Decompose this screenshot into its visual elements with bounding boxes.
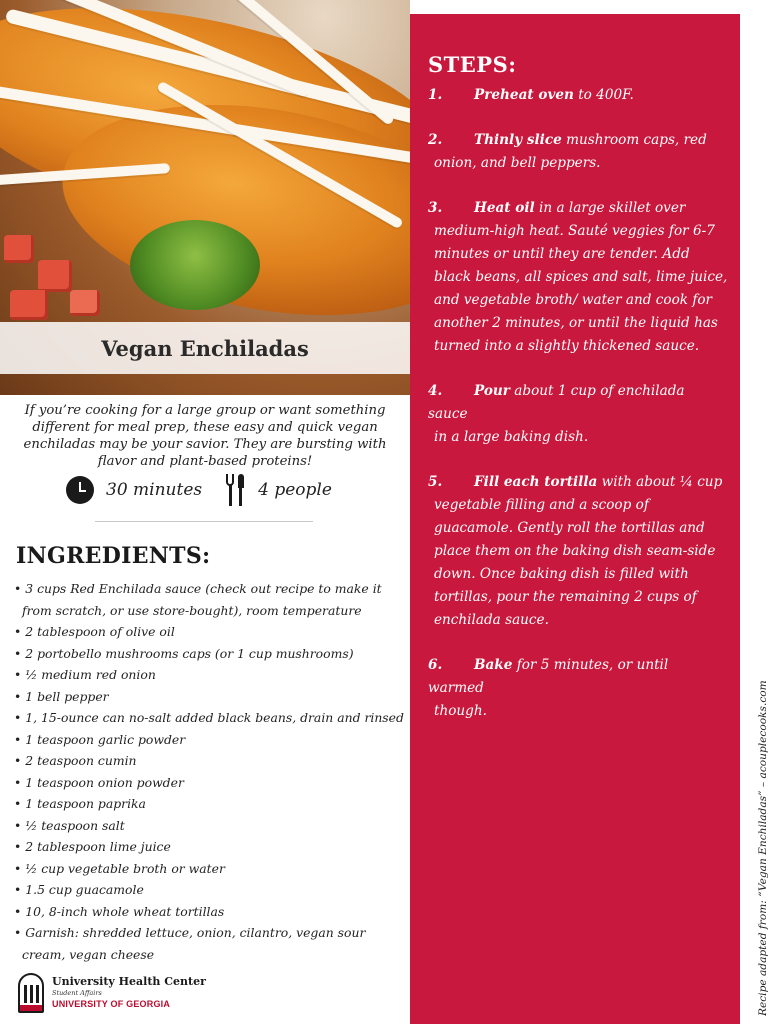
- ingredient-item: • 2 tablespoon lime juice: [12, 836, 404, 858]
- ingredient-item: • 2 teaspoon cumin: [12, 750, 404, 772]
- recipe-meta: [66, 473, 366, 507]
- dept-name: Student Affairs: [52, 989, 102, 997]
- step-text-cont: onion, and bell peppers.: [434, 155, 601, 171]
- arch-icon: [18, 973, 44, 1013]
- ingredient-item: • 1 teaspoon onion powder: [12, 772, 404, 794]
- step-text: in a large skillet over: [534, 200, 686, 216]
- step-text-cont: though.: [434, 703, 487, 719]
- divider: [95, 521, 313, 522]
- step-text: mushroom caps, red: [561, 132, 707, 148]
- step-lead: Bake: [474, 657, 513, 673]
- ingredient-item: • Garnish: shredded lettuce, onion, cilantro, vegan sour cream, vegan cheese: [12, 922, 404, 965]
- step-lead: Fill each tortilla: [474, 474, 598, 490]
- step-number: 4.: [428, 383, 443, 399]
- steps-heading: STEPS:: [428, 52, 517, 77]
- step-number: 6.: [428, 657, 443, 673]
- ingredient-item: • 1 teaspoon garlic powder: [12, 729, 404, 751]
- ingredient-item: • 1.5 cup guacamole: [12, 879, 404, 901]
- clock-icon: [66, 476, 94, 504]
- recipe-intro: If you’re cooking for a large group or want something different for meal prep, these easy and quick vegan enchiladas may be your savior. They are bursting with flavor and plant-based proteins!: [23, 403, 387, 469]
- step-number: 5.: [428, 474, 443, 490]
- step-item: [428, 471, 728, 632]
- step-text: with about ¼ cup: [597, 474, 723, 490]
- ingredients-list: [12, 578, 404, 965]
- step-item: [428, 129, 728, 175]
- step-number: 2.: [428, 132, 443, 148]
- step-lead: Preheat oven: [474, 87, 574, 103]
- step-item: [428, 84, 728, 107]
- step-text: for 5 minutes, or until warmed: [428, 657, 669, 696]
- step-number: 3.: [428, 200, 443, 216]
- step-lead: Thinly slice: [474, 132, 562, 148]
- step-text-cont: in a large baking dish.: [434, 429, 589, 445]
- ingredient-item: • ½ cup vegetable broth or water: [12, 858, 404, 880]
- utensils-icon: [224, 474, 246, 506]
- ingredient-item: • 2 tablespoon of olive oil: [12, 621, 404, 643]
- ingredient-item: • 2 portobello mushrooms caps (or 1 cup mushrooms): [12, 643, 404, 665]
- step-lead: Pour: [474, 383, 510, 399]
- step-item: [428, 654, 728, 723]
- title-band: [0, 322, 410, 374]
- ingredients-heading: INGREDIENTS:: [16, 543, 211, 569]
- ingredient-item: • 10, 8-inch whole wheat tortillas: [12, 901, 404, 923]
- hero-image: [0, 0, 410, 395]
- step-text-cont: medium-high heat. Sauté veggies for 6-7 minutes or until they are tender. Add black beans, all spices and salt, lime juice, and vegetable broth/ water and cook for another 2 minutes, or until the liquid has turned into a slightly thickened sauce.: [434, 223, 728, 354]
- org-name: University Health Center: [52, 975, 206, 988]
- recipe-credit: Recipe adapted from: “Vegan Enchiladas” – acouplecooks.com: [757, 680, 769, 1016]
- ingredient-item: • 1 teaspoon paprika: [12, 793, 404, 815]
- uga-logo: [18, 973, 206, 1013]
- step-text-cont: vegetable filling and a scoop of guacamole. Gently roll the tortillas and place them on the baking dish seam-side down. Once baking dish is filled with tortillas, pour the remaining 2 cups of enchilada sauce.: [434, 497, 716, 628]
- step-number: 1.: [428, 87, 443, 103]
- step-item: [428, 197, 728, 358]
- step-text: to 400F.: [573, 87, 634, 103]
- servings: 4 people: [258, 480, 332, 500]
- ingredient-item: • 1, 15-ounce can no-salt added black beans, drain and rinsed: [12, 707, 404, 729]
- steps-list: [428, 84, 728, 745]
- ingredient-item: • ½ medium red onion: [12, 664, 404, 686]
- steps-panel: [410, 14, 740, 1024]
- step-item: [428, 380, 728, 449]
- step-lead: Heat oil: [474, 200, 535, 216]
- ingredient-item: • 3 cups Red Enchilada sauce (check out recipe to make it from scratch, or use store-bought), room temperature: [12, 578, 404, 621]
- prep-time: 30 minutes: [106, 480, 203, 500]
- ingredient-item: • ½ teaspoon salt: [12, 815, 404, 837]
- university-name: UNIVERSITY OF GEORGIA: [52, 999, 171, 1009]
- step-text: about 1 cup of enchilada sauce: [428, 383, 685, 422]
- recipe-title: Vegan Enchiladas: [101, 335, 309, 361]
- ingredient-item: • 1 bell pepper: [12, 686, 404, 708]
